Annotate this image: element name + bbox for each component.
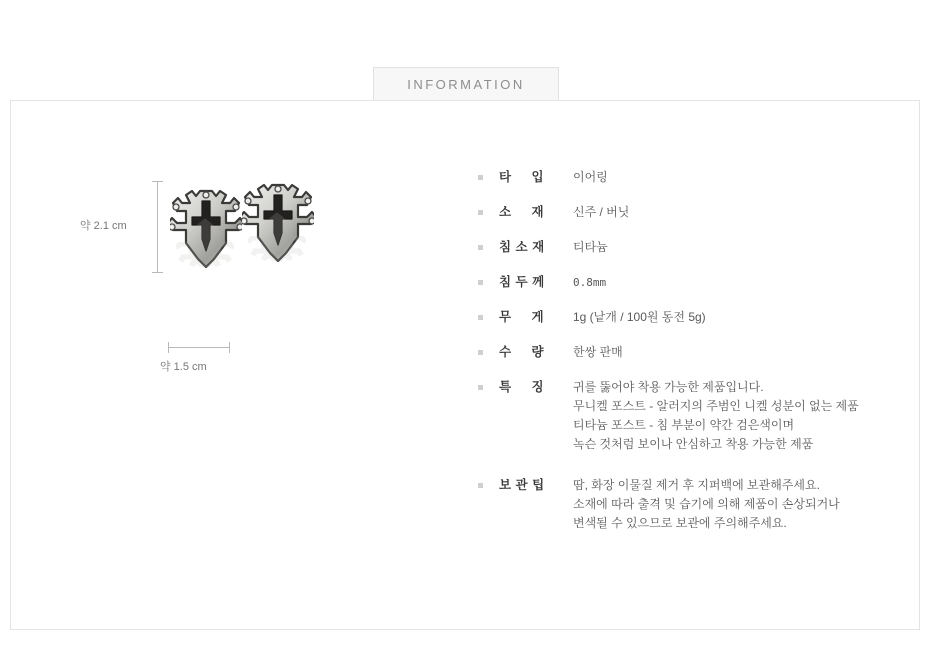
width-dimension-cap-right (229, 342, 230, 353)
spec-row-value-line: 한쌍 판매 (573, 345, 623, 359)
spec-row-label: 타 입 (499, 170, 545, 184)
cross-earring-pair-image (168, 173, 348, 343)
spec-row (478, 308, 908, 327)
spec-row (478, 476, 908, 533)
spec-row-label: 수 량 (499, 345, 545, 359)
cross-earring-left (170, 179, 242, 283)
spec-row-values (573, 378, 908, 454)
information-header (10, 67, 920, 101)
spec-row-value-line: 변색될 수 있으므로 보관에 주의해주세요. (573, 516, 787, 530)
height-dimension-stroke (157, 181, 158, 273)
spec-row-value-line: 귀를 뚫어야 착용 가능한 제품입니다. (573, 380, 764, 394)
spec-row-label: 보 관 팁 (499, 478, 545, 492)
spec-row (478, 273, 908, 292)
height-dimension-label: 약 2.1 cm (80, 220, 127, 232)
spec-row (478, 378, 908, 454)
bullet-icon (478, 385, 483, 390)
height-dimension-cap-bottom (152, 272, 163, 273)
spec-row (478, 343, 908, 362)
bullet-icon (478, 280, 483, 285)
height-dimension-line (148, 181, 166, 273)
spec-row-value-line: 1g (낱개 / 100원 동전 5g) (573, 310, 706, 324)
spec-row-values (573, 308, 908, 327)
spec-row-value-line: 티타늄 포스트 - 침 부분이 약간 검은색이며 (573, 418, 795, 432)
product-spec-list (478, 168, 908, 555)
spec-row-values (573, 273, 908, 292)
spec-row-values (573, 203, 908, 222)
spec-row-value-line: 티타늄 (573, 240, 608, 254)
bullet-icon (478, 483, 483, 488)
spec-row-label: 특 징 (499, 380, 545, 394)
spec-row-value-line: 0.8mm (573, 276, 607, 289)
spec-row-label: 침 두 께 (499, 275, 545, 289)
bullet-icon (478, 175, 483, 180)
spec-row-values (573, 343, 908, 362)
spec-row-values (573, 168, 908, 187)
spec-row-label: 침 소 재 (499, 240, 545, 254)
information-tab-label: INFORMATION (407, 77, 525, 92)
width-dimension-label: 약 1.5 cm (160, 361, 207, 373)
spec-row-value-line: 땀, 화장 이물질 제거 후 지퍼백에 보관해주세요. (573, 478, 820, 492)
spec-row (478, 203, 908, 222)
spec-row-label: 무 게 (499, 310, 545, 324)
cross-earring-right-reflection (248, 202, 306, 269)
bullet-icon (478, 315, 483, 320)
width-dimension-stroke (168, 347, 230, 348)
cross-earring-left-reflection (176, 208, 234, 275)
spec-row (478, 238, 908, 257)
spec-row (478, 168, 908, 187)
spec-row-values (573, 238, 908, 257)
product-illustration (80, 155, 400, 445)
spec-row-values (573, 476, 908, 533)
spec-row-value-line: 무니켈 포스트 - 알러지의 주범인 니켈 성분이 없는 제품 (573, 399, 859, 413)
bullet-icon (478, 350, 483, 355)
bullet-icon (478, 210, 483, 215)
spec-row-label: 소 재 (499, 205, 545, 219)
information-tab (373, 67, 559, 101)
spec-row-value-line: 신주 / 버닛 (573, 205, 630, 219)
bullet-icon (478, 245, 483, 250)
spec-row-value-line: 이어링 (573, 170, 608, 184)
spec-row-value-line: 소재에 따라 출격 및 습기에 의해 제품이 손상되거나 (573, 497, 840, 511)
cross-earring-right (242, 173, 314, 277)
spec-row-value-line: 녹슨 것처럼 보이나 안심하고 착용 가능한 제품 (573, 437, 814, 451)
